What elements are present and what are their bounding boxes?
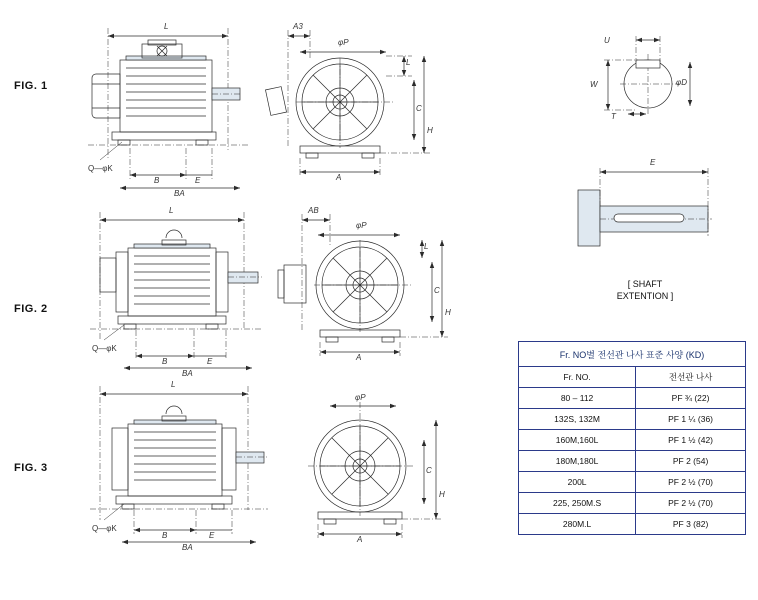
fig2-dim-L: L bbox=[169, 206, 174, 215]
bracket-right: ] bbox=[670, 291, 674, 301]
cell-frame: 280M.L bbox=[519, 514, 636, 535]
fig3-dim-QK: Q—φK bbox=[92, 524, 117, 533]
fig3-dim-A: A bbox=[357, 535, 363, 544]
fig3-dim-phiP: φP bbox=[355, 393, 366, 402]
shaft-caption-line2: EXTENTION bbox=[616, 291, 669, 301]
cell-frame: 200L bbox=[519, 472, 636, 493]
shaft-extension-caption bbox=[585, 278, 705, 302]
table-row bbox=[519, 493, 746, 514]
figure-label-2: FIG. 2 bbox=[14, 303, 48, 315]
fig2-dim-BA: BA bbox=[182, 369, 193, 378]
bracket-left: [ bbox=[627, 279, 631, 289]
fig1-dim-E: E bbox=[195, 176, 201, 185]
cell-thread: PF 2 (54) bbox=[636, 451, 746, 472]
fig2-dim-H: H bbox=[445, 308, 451, 317]
fig1-dim-B: B bbox=[154, 176, 160, 185]
spec-table bbox=[518, 341, 746, 535]
fig1-dim-phiP: φP bbox=[338, 38, 349, 47]
cell-thread: PF 2 ½ (70) bbox=[636, 493, 746, 514]
shaft-caption-line1: SHAFT bbox=[632, 279, 663, 289]
table-row bbox=[519, 430, 746, 451]
shaft-dim-E: E bbox=[650, 158, 656, 167]
fig1-dim-BA: BA bbox=[174, 189, 185, 198]
fig3-dim-H: H bbox=[439, 490, 445, 499]
shaft-dim-T: T bbox=[611, 112, 616, 121]
figure-label-1: FIG. 1 bbox=[14, 80, 48, 92]
shaft-dim-W: W bbox=[590, 80, 598, 89]
fig3-dim-E: E bbox=[209, 531, 215, 540]
cell-frame: 80 – 112 bbox=[519, 388, 636, 409]
fig1-dim-L2: L bbox=[406, 58, 411, 67]
shaft-dim-U: U bbox=[604, 36, 610, 45]
table-row bbox=[519, 472, 746, 493]
fig2-dim-B: B bbox=[162, 357, 168, 366]
spec-table-header-thread: 전선관 나사 bbox=[636, 367, 746, 388]
cell-thread: PF 1 ¼ (36) bbox=[636, 409, 746, 430]
fig2-dim-L2: L bbox=[424, 242, 429, 251]
cell-thread: PF 1 ½ (42) bbox=[636, 430, 746, 451]
figure-label-3: FIG. 3 bbox=[14, 462, 48, 474]
cell-frame: 132S, 132M bbox=[519, 409, 636, 430]
cell-thread: PF ¾ (22) bbox=[636, 388, 746, 409]
fig3-dim-L: L bbox=[171, 380, 176, 389]
cell-frame: 180M,180L bbox=[519, 451, 636, 472]
fig2-dim-A: A bbox=[356, 353, 362, 362]
spec-table-header-frame: Fr. NO. bbox=[519, 367, 636, 388]
fig2-dim-C: C bbox=[434, 286, 440, 295]
fig1-dim-QK: Q—φK bbox=[88, 164, 113, 173]
fig1-dim-A: A bbox=[336, 173, 342, 182]
fig1-dim-C: C bbox=[416, 104, 422, 113]
fig3-dim-BA: BA bbox=[182, 543, 193, 552]
cell-thread: PF 3 (82) bbox=[636, 514, 746, 535]
fig2-dim-QK: Q—φK bbox=[92, 344, 117, 353]
fig3-dim-C: C bbox=[426, 466, 432, 475]
fig3-dim-B: B bbox=[162, 531, 168, 540]
spec-table-title: Fr. NO별 전선관 나사 표준 사양 (KD) bbox=[519, 342, 746, 367]
fig1-dim-A3: A3 bbox=[293, 22, 303, 31]
shaft-dim-phiD: φD bbox=[676, 78, 687, 87]
table-row bbox=[519, 409, 746, 430]
fig1-dim-H: H bbox=[427, 126, 433, 135]
table-row bbox=[519, 388, 746, 409]
fig2-dim-E: E bbox=[207, 357, 213, 366]
cell-frame: 160M,160L bbox=[519, 430, 636, 451]
fig1-dim-L: L bbox=[164, 22, 169, 31]
cell-thread: PF 2 ½ (70) bbox=[636, 472, 746, 493]
fig2-dim-AB: AB bbox=[308, 206, 319, 215]
table-row bbox=[519, 514, 746, 535]
fig2-dim-phiP: φP bbox=[356, 221, 367, 230]
cell-frame: 225, 250M.S bbox=[519, 493, 636, 514]
table-row bbox=[519, 451, 746, 472]
